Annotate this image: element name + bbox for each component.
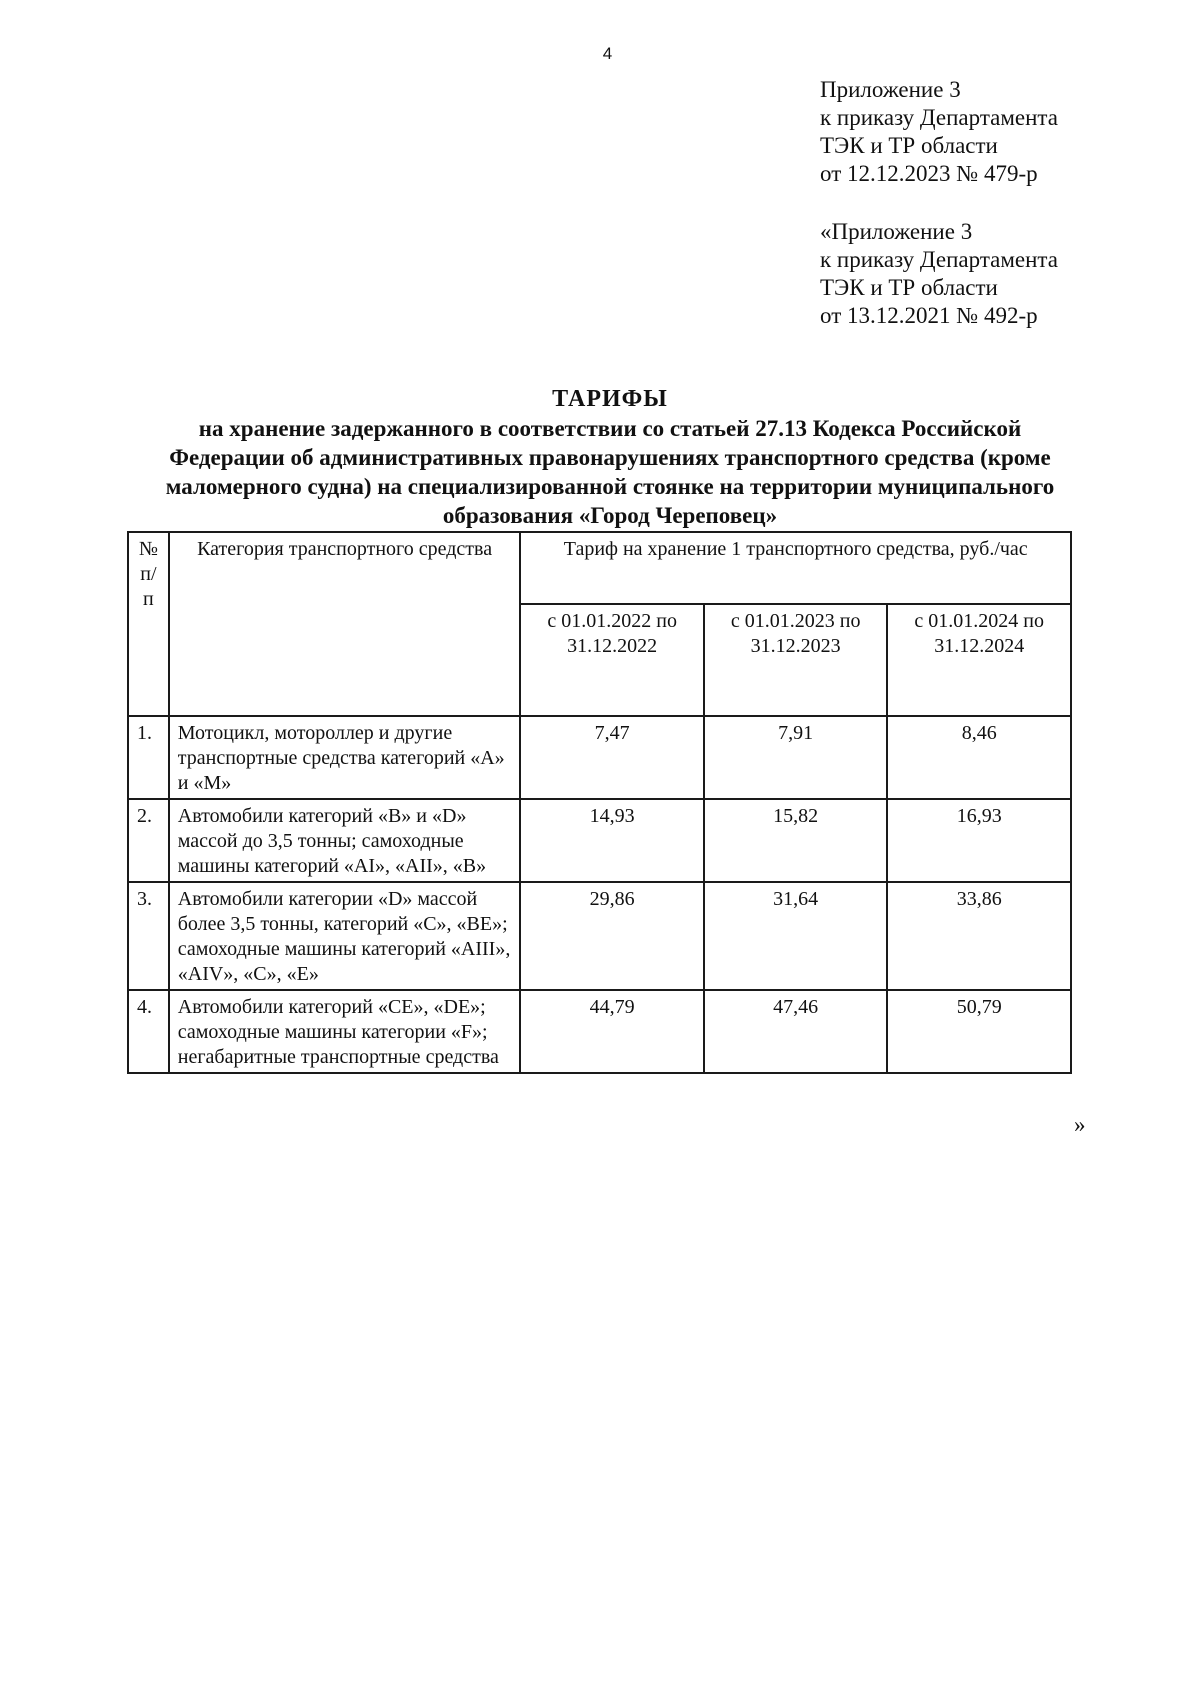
row-value-2023: 15,82 xyxy=(704,799,888,882)
title-line2: Федерации об административных правонарушениях транспортного средства (кроме xyxy=(169,445,1051,470)
header-period-2024: с 01.01.2024 по 31.12.2024 xyxy=(887,604,1071,716)
row-category: Автомобили категорий «В» и «D» массой до 3,5 тонны; самоходные машины категорий «AI», «AII», «В» xyxy=(169,799,521,882)
header-category: Категория транспортного средства xyxy=(169,532,521,716)
row-value-2022: 14,93 xyxy=(520,799,704,882)
annex-current-line3: ТЭК и ТР области xyxy=(820,133,998,158)
row-category: Мотоцикл, мотороллер и другие транспортные средства категорий «А» и «М» xyxy=(169,716,521,799)
row-number: 4. xyxy=(128,990,169,1073)
row-value-2022: 44,79 xyxy=(520,990,704,1073)
document-title xyxy=(120,385,1100,530)
annex-previous-line3: ТЭК и ТР области xyxy=(820,275,998,300)
annex-current-line4: от 12.12.2023 № 479-р xyxy=(820,161,1038,186)
header-period-2022: с 01.01.2022 по 31.12.2022 xyxy=(520,604,704,716)
row-value-2022: 7,47 xyxy=(520,716,704,799)
table-row xyxy=(128,990,1071,1073)
row-number: 1. xyxy=(128,716,169,799)
table-row xyxy=(128,882,1071,990)
title-line1: на хранение задержанного в соответствии со статьей 27.13 Кодекса Российской xyxy=(198,416,1022,441)
row-category: Автомобили категории «D» массой более 3,5 тонны, категорий «С», «ВЕ»; самоходные машины категорий «AIII», «AIV», «С», «Е» xyxy=(169,882,521,990)
table-row xyxy=(128,716,1071,799)
annex-previous-line2: к приказу Департамента xyxy=(820,247,1058,272)
title-line3: маломерного судна) на специализированной стоянке на территории муниципального xyxy=(165,474,1055,499)
row-value-2024: 16,93 xyxy=(887,799,1071,882)
annex-previous-line1: «Приложение 3 xyxy=(820,219,973,244)
annex-current xyxy=(820,76,1058,188)
header-tariff: Тариф на хранение 1 транспортного средства, руб./час xyxy=(520,532,1071,604)
annex-current-line2: к приказу Департамента xyxy=(820,105,1058,130)
table-header-row xyxy=(128,532,1071,604)
row-value-2024: 50,79 xyxy=(887,990,1071,1073)
row-value-2023: 31,64 xyxy=(704,882,888,990)
header-period-2023: с 01.01.2023 по 31.12.2023 xyxy=(704,604,888,716)
annex-previous-line4: от 13.12.2021 № 492-р xyxy=(820,303,1038,328)
page-number: 4 xyxy=(602,44,613,63)
annex-current-line1: Приложение 3 xyxy=(820,77,961,102)
row-number: 3. xyxy=(128,882,169,990)
row-value-2022: 29,86 xyxy=(520,882,704,990)
title-main: ТАРИФЫ xyxy=(552,386,668,412)
row-value-2023: 47,46 xyxy=(704,990,888,1073)
title-line4: образования «Город Череповец» xyxy=(442,503,778,528)
header-number: № п/п xyxy=(128,532,169,716)
annex-previous xyxy=(820,218,1058,330)
table-row xyxy=(128,799,1071,882)
row-value-2023: 7,91 xyxy=(704,716,888,799)
tariff-table xyxy=(127,531,1072,1074)
row-number: 2. xyxy=(128,799,169,882)
row-value-2024: 8,46 xyxy=(887,716,1071,799)
row-value-2024: 33,86 xyxy=(887,882,1071,990)
closing-quote: » xyxy=(1074,1112,1086,1137)
row-category: Автомобили категорий «СЕ», «DE»; самоходные машины категории «F»; негабаритные транспортные средства xyxy=(169,990,521,1073)
